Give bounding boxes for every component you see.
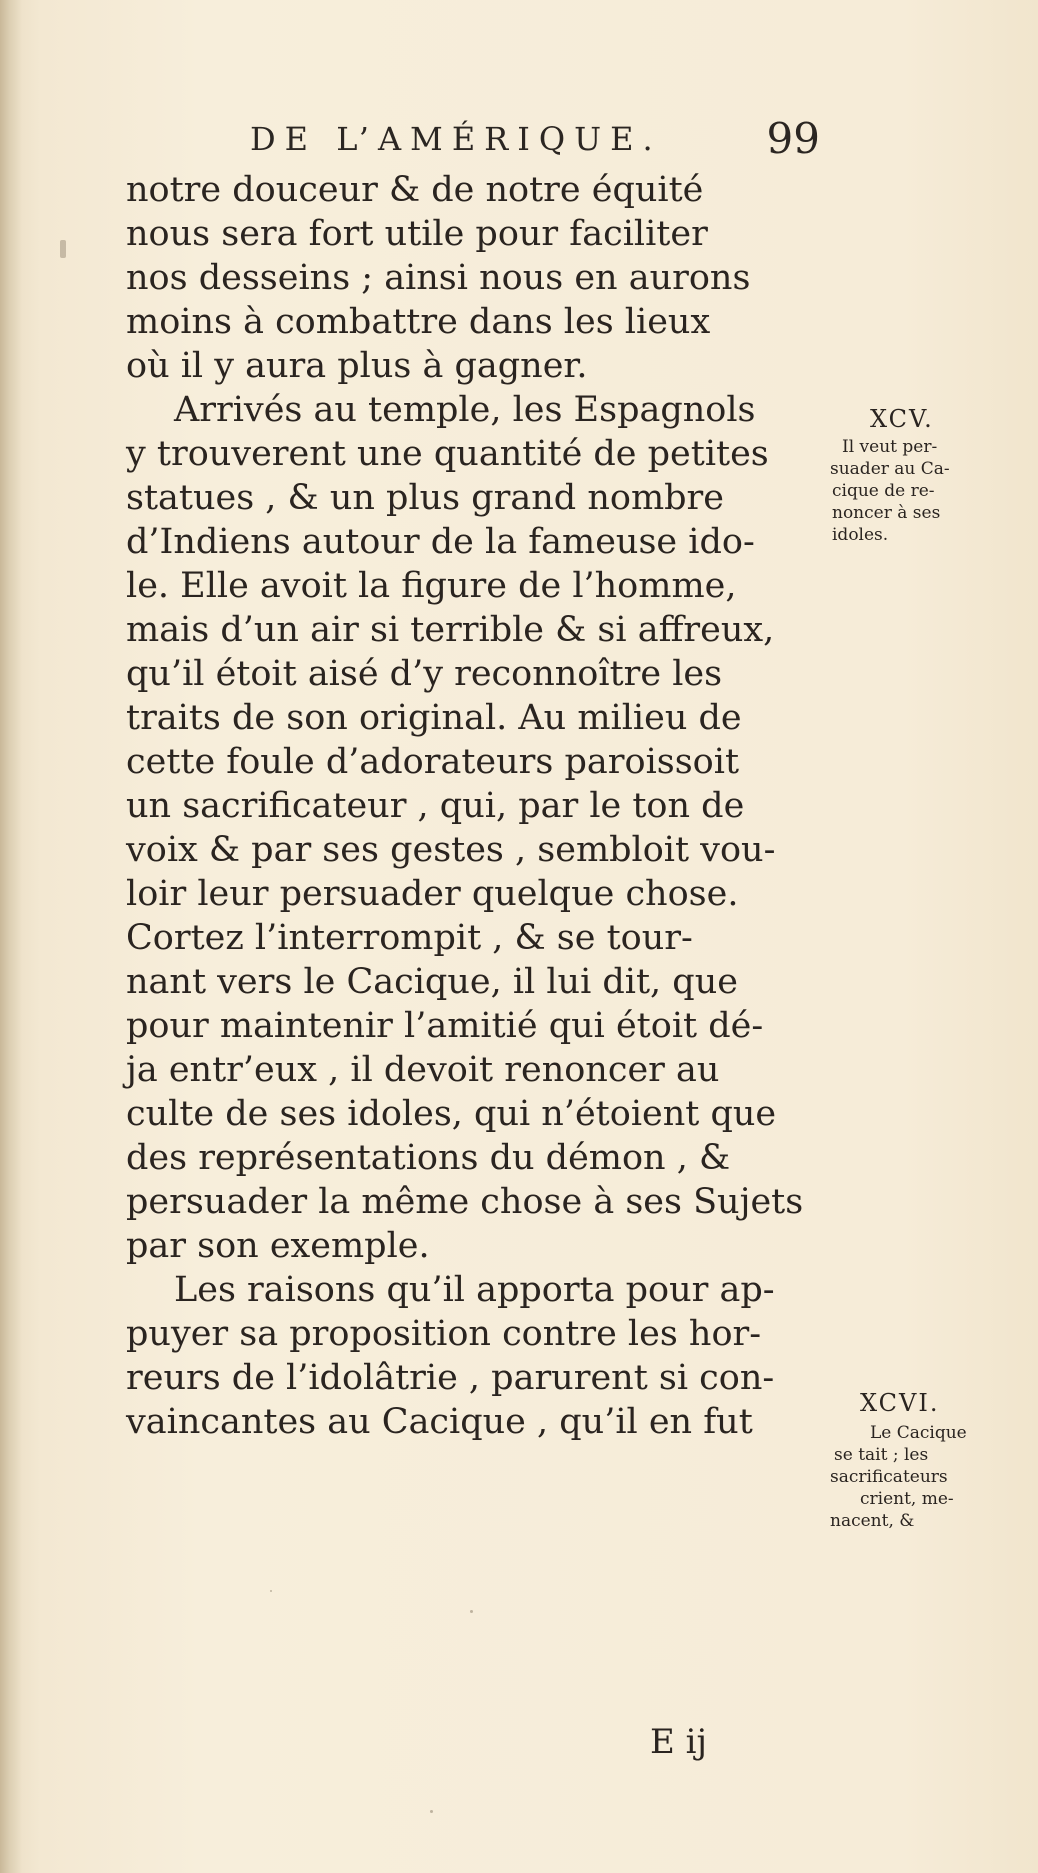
- text-line: mais d’un air si terrible & si affreux,: [126, 610, 775, 650]
- text-line: persuader la même chose à ses Sujets: [126, 1182, 804, 1222]
- running-head: DE L’AMÉRIQUE.: [250, 120, 662, 158]
- binding-edge: [0, 0, 22, 1873]
- text-line: des représentations du démon , &: [126, 1138, 731, 1178]
- paper-speck: [470, 1610, 473, 1613]
- text-line: nos desseins ; ainsi nous en aurons: [126, 258, 751, 298]
- paper-stain: [60, 240, 66, 258]
- text-line: d’Indiens autour de la fameuse ido-: [126, 522, 755, 562]
- margin-note-line: sacrificateurs: [830, 1467, 948, 1487]
- page-number: 99: [766, 114, 820, 163]
- paper-speck: [270, 1590, 272, 1592]
- margin-note-line: suader au Ca-: [830, 459, 950, 479]
- margin-note-line: idoles.: [832, 525, 889, 545]
- text-line: reurs de l’idolâtrie , parurent si con-: [126, 1358, 775, 1398]
- margin-note-line: noncer à ses: [832, 503, 941, 523]
- text-line: moins à combattre dans les lieux: [126, 302, 711, 342]
- text-line: cette foule d’adorateurs paroissoit: [126, 742, 740, 782]
- text-line: où il y aura plus à gagner.: [126, 346, 588, 386]
- text-line: statues , & un plus grand nombre: [126, 478, 724, 518]
- signature-mark: E ij: [650, 1722, 708, 1762]
- margin-note-line: Le Cacique: [870, 1423, 967, 1443]
- text-line: notre douceur & de notre équité: [126, 170, 704, 210]
- text-line: voix & par ses gestes , sembloit vou-: [126, 830, 776, 870]
- text-line: nous sera fort utile pour faciliter: [126, 214, 708, 254]
- text-line: culte de ses idoles, qui n’étoient que: [126, 1094, 777, 1134]
- text-line: loir leur persuader quelque chose.: [126, 874, 739, 914]
- text-line: Cortez l’interrompit , & se tour-: [126, 918, 693, 958]
- text-line: y trouverent une quantité de petites: [126, 434, 769, 474]
- text-line: le. Elle avoit la figure de l’homme,: [126, 566, 737, 606]
- text-line: vaincantes au Cacique , qu’il en fut: [126, 1402, 753, 1442]
- margin-note-line: cique de re-: [832, 481, 935, 501]
- margin-chapter-number: XCVI.: [860, 1389, 940, 1417]
- page-header: [250, 114, 820, 163]
- text-line: pour maintenir l’amitié qui étoit dé-: [126, 1006, 764, 1046]
- text-line: Les raisons qu’il apporta pour ap-: [174, 1270, 775, 1310]
- text-line: puyer sa proposition contre les hor-: [126, 1314, 762, 1354]
- text-line: Arrivés au temple, les Espagnols: [174, 390, 756, 430]
- margin-note-line: nacent, &: [830, 1511, 915, 1531]
- text-line: par son exemple.: [126, 1226, 430, 1266]
- margin-note-line: crient, me-: [860, 1489, 954, 1509]
- paper-speck: [430, 1810, 433, 1813]
- text-line: ja entr’eux , il devoit renoncer au: [126, 1050, 720, 1090]
- margin-note-line: Il veut per-: [842, 437, 938, 457]
- text-line: traits de son original. Au milieu de: [126, 698, 742, 738]
- margin-note-line: se tait ; les: [834, 1445, 929, 1465]
- text-line: un sacrificateur , qui, par le ton de: [126, 786, 745, 826]
- margin-chapter-number: XCV.: [870, 405, 934, 433]
- text-line: qu’il étoit aisé d’y reconnoître les: [126, 654, 723, 694]
- text-line: nant vers le Cacique, il lui dit, que: [126, 962, 738, 1002]
